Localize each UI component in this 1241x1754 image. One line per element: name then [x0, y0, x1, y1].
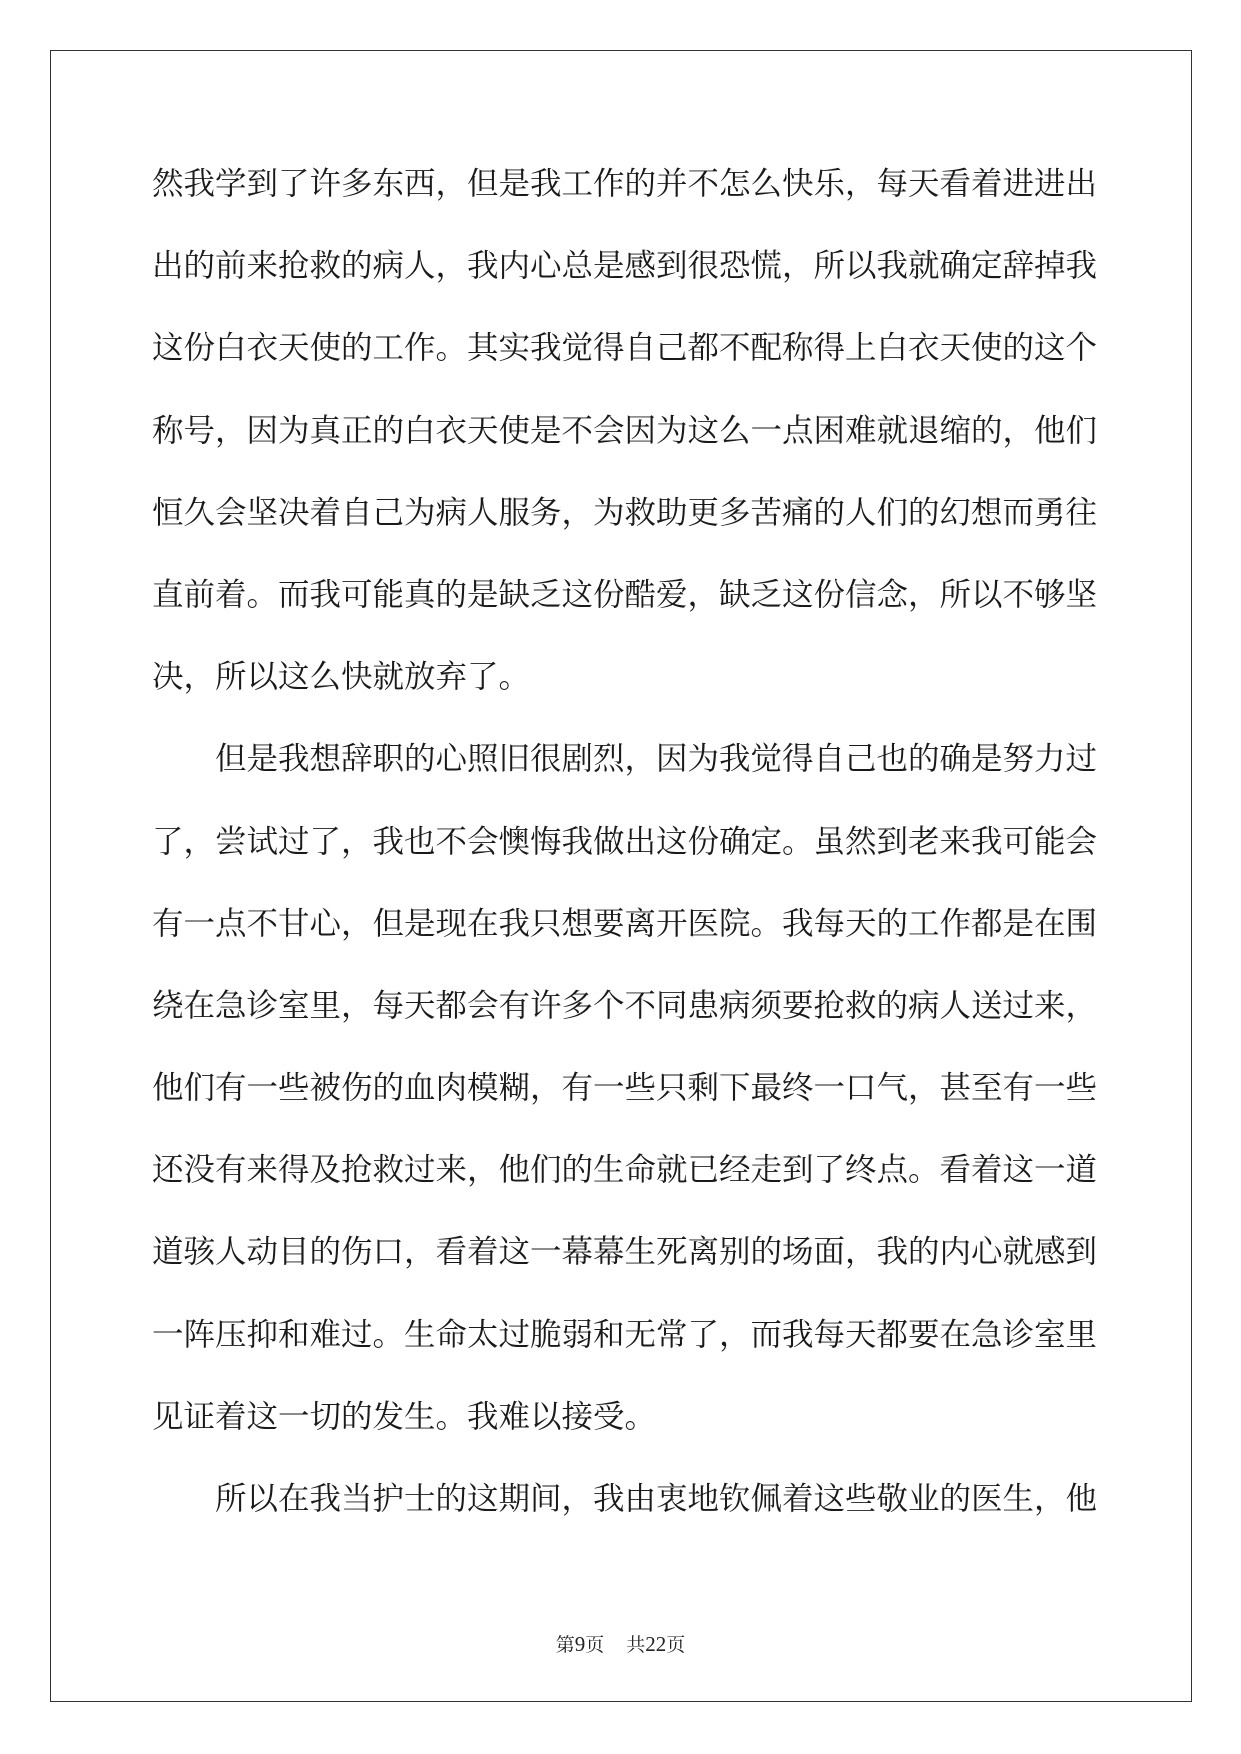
text-line-4: 称号，因为真正的白衣天使是不会因为这么一点困难就退缩的，他们 — [152, 412, 1098, 449]
text-line-3: 这份白衣天使的工作。其实我觉得自己都不配称得上白衣天使的这个 — [152, 330, 1098, 367]
text-line-17: 所以在我当护士的这期间，我由衷地钦佩着这些敬业的医生，他 — [215, 1481, 1098, 1517]
text-line-8: 但是我想辞职的心照旧很剧烈，因为我觉得自己也的确是努力过 — [215, 741, 1098, 778]
text-line-7: 决，所以这么快就放弃了。 — [152, 659, 531, 696]
text-line-15: 一阵压抑和难过。生命太过脆弱和无常了，而我每天都要在急诊室里 — [152, 1316, 1098, 1353]
text-line-14: 道骇人动目的伤口，看着这一幕幕生死离别的场面，我的内心就感到 — [152, 1234, 1098, 1271]
text-line-1: 然我学到了许多东西，但是我工作的并不怎么快乐，每天看着进进出 — [152, 166, 1098, 202]
total-pages: 22 — [645, 1632, 667, 1656]
page-footer — [0, 1630, 1241, 1657]
text-line-6: 直前着。而我可能真的是缺乏这份酷爱，缺乏这份信念，所以不够坚 — [152, 576, 1098, 613]
total-suffix: 页 — [666, 1634, 686, 1656]
document-body — [152, 160, 1098, 1557]
text-line-12: 他们有一些被伤的血肉模糊，有一些只剩下最终一口气，甚至有一些 — [152, 1070, 1098, 1107]
total-prefix: 共 — [626, 1634, 646, 1656]
text-line-11: 绕在急诊室里，每天都会有许多个不同患病须要抢救的病人送过来， — [152, 987, 1098, 1024]
text-line-2: 出的前来抢救的病人，我内心总是感到很恐慌，所以我就确定辞掉我 — [152, 248, 1098, 285]
text-line-5: 恒久会坚决着自己为病人服务，为救助更多苦痛的人们的幻想而勇往 — [152, 494, 1098, 531]
page-prefix: 第 — [555, 1634, 575, 1656]
text-line-16: 见证着这一切的发生。我难以接受。 — [152, 1398, 657, 1435]
text-line-10: 有一点不甘心，但是现在我只想要离开医院。我每天的工作都是在围 — [152, 905, 1098, 942]
page-number: 9 — [574, 1632, 586, 1656]
text-line-9: 了，尝试过了，我也不会懊悔我做出这份确定。虽然到老来我可能会 — [152, 823, 1098, 860]
page-suffix: 页 — [585, 1634, 605, 1656]
text-line-13: 还没有来得及抢救过来，他们的生命就已经走到了终点。看着这一道 — [152, 1152, 1098, 1189]
